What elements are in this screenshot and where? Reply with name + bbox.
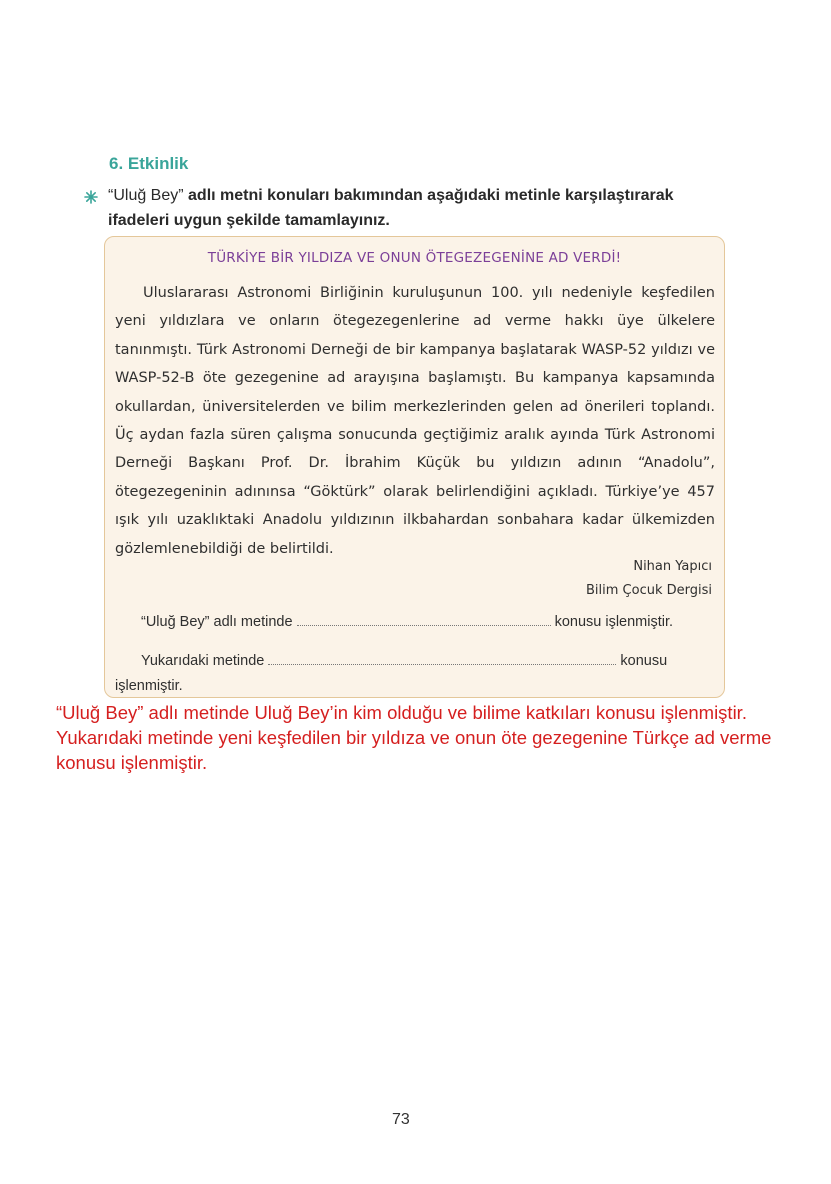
fill-2-start: Yukarıdaki metinde — [141, 653, 265, 669]
article-source: Bilim Çocuk Dergisi — [585, 583, 712, 598]
instruction-text: adlı metni konuları bakımından aşağıdaki metinle karşılaştırarak ifadeleri uygun şekilde tamamlayınız. — [108, 187, 674, 229]
fill-1-blank[interactable] — [297, 625, 551, 626]
handwritten-answers — [56, 700, 826, 775]
fill-in-line-2 — [115, 649, 715, 699]
page-number: 73 — [392, 1111, 410, 1128]
activity-title: 6. Etkinlik — [109, 154, 189, 173]
article-body: Uluslararası Astronomi Birliğinin kuruluşunun 100. yılı nedeniyle keşfedilen yeni yıldızlara ve onların ötegezegenlerine ad verme hakkı üye ülkelere tanınmıştı. Türk Astronomi Derneği de bir kampanya başlatarak WASP-52 yıldızı ve WASP-52-B öte gezegenine ad arayışına başlamıştı. Bu kampanya kapsamında okullardan, üniversitelerden ve bilim merkezlerinden gelen ad önerileri toplandı. Üç aydan fazla süren çalışma sonucunda geçtiğimiz aralık ayında Türk Astronomi Derneği Başkanı Prof. Dr. İbrahim Küçük bu yıldızın adının “Anadolu”, ötegezegeninin adınınsa “Göktürk” olarak belirlendiğini açıkladı. Türkiye’ye 457 ışık yılı uzaklıktaki Anadolu yıldızının ilkbahardan sonbahara kadar ülkemizden gözlemlenebildiği de belirtildi. — [115, 285, 715, 557]
fill-in-line-1 — [115, 614, 715, 630]
article-title: TÜRKİYE BİR YILDIZA VE ONUN ÖTEGEZEGENİNE AD VERDİ! — [207, 250, 622, 266]
fill-1-end: konusu işlenmiştir. — [554, 614, 674, 630]
answer-line-1: “Uluğ Bey” adlı metinde Uluğ Bey’in kim olduğu ve bilime katkıları konusu işlenmiştir. — [56, 702, 747, 723]
fill-1-start: “Uluğ Bey” adlı metinde — [141, 614, 293, 630]
sparkle-bullet-icon — [84, 190, 98, 204]
fill-2-blank[interactable] — [268, 664, 616, 665]
answer-line-2: Yukarıdaki metinde yeni keşfedilen bir yıldıza ve onun öte gezegenine Türkçe ad verme — [56, 727, 772, 748]
instruction-title-ref: “Uluğ Bey” — [108, 187, 184, 204]
article-box — [104, 236, 725, 698]
fill-2-end: konusu işlenmiştir. — [115, 653, 668, 694]
answer-line-3: konusu işlenmiştir. — [56, 752, 208, 773]
article-author: Nihan Yapıcı — [633, 559, 712, 574]
instruction — [108, 183, 738, 233]
